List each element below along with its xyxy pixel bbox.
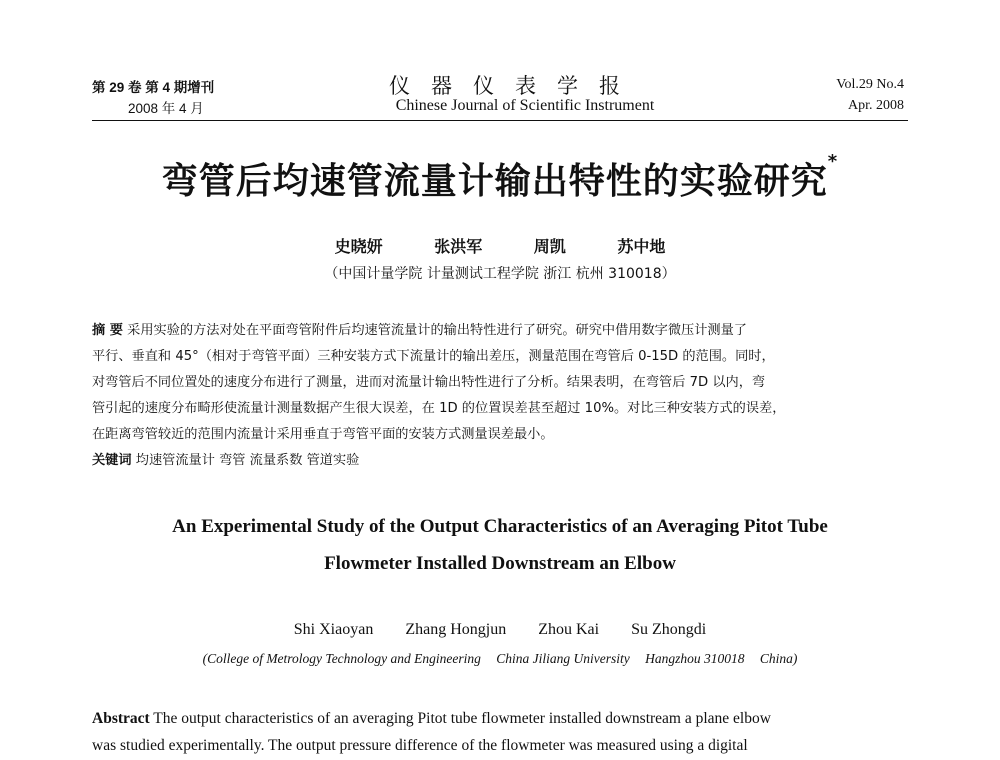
volume-issue-en: Vol.29 No.4 [836, 77, 904, 92]
authors-cn [0, 234, 1000, 257]
abstract-en-line: was studied experimentally. The output pressure difference of the flowmeter was measured using a digital [92, 737, 748, 754]
abstract-en [92, 705, 904, 759]
abstract-en-label: Abstract [92, 710, 150, 727]
abstract-cn-line: 在距离弯管较近的范围内流量计采用垂直于弯管平面的安装方式测量误差最小。 [92, 427, 554, 442]
date-en: Apr. 2008 [848, 98, 904, 113]
affiliation-cn: （中国计量学院 计量测试工程学院 浙江 杭州 310018） [324, 266, 676, 282]
abstract-en-text: The output characteristics of an averaging Pitot tube flowmeter installed downstream a plane elbow [149, 710, 771, 727]
affiliation-en-part: China Jiliang University [496, 651, 630, 666]
affiliation-en-part: Hangzhou 310018 [645, 651, 745, 666]
abstract-cn-line: 对弯管后不同位置处的速度分布进行了测量，进而对流量计输出特性进行了分析。结果表明，在弯管后 7D 以内，弯 [92, 375, 766, 390]
journal-name-en: Chinese Journal of Scientific Instrument [395, 97, 655, 114]
author-en: Zhou Kai [538, 621, 600, 638]
title-footnote-mark: * [827, 151, 839, 172]
volume-issue-cn: 第 29 卷 第 4 期增刊 [92, 80, 215, 95]
authors-en [0, 621, 1000, 639]
keywords-cn [92, 448, 904, 474]
affiliation-en-part: (College of Metrology Technology and Engineering [202, 651, 481, 666]
author-en: Su Zhongdi [631, 621, 707, 638]
author-en: Shi Xiaoyan [293, 621, 374, 638]
keywords-cn-text: 均速管流量计 弯管 流量系数 管道实验 [131, 453, 360, 468]
author-cn: 史晓妍 [334, 237, 383, 256]
abstract-cn-line: 管引起的速度分布畸形使流量计测量数据产生很大误差，在 1D 的位置误差甚至超过 10%。对比三种安装方式的误差， [92, 401, 786, 416]
date-cn: 2008 年 4 月 [128, 101, 204, 116]
abstract-cn-text: 采用实验的方法对处在平面弯管附件后均速管流量计的输出特性进行了研究。研究中借用数字微压计测量了 [122, 323, 747, 338]
abstract-cn [92, 318, 904, 474]
author-en: Zhang Hongjun [405, 621, 507, 638]
journal-name-cn: 仪器仪表学报 [389, 74, 641, 98]
affiliation-en [0, 651, 1000, 667]
paper-title-en-line1: An Experimental Study of the Output Characteristics of an Averaging Pitot Tube [172, 516, 828, 537]
header-rule [92, 120, 908, 121]
abstract-cn-label: 摘 要 [92, 323, 123, 338]
paper-title-en-line2: Flowmeter Installed Downstream an Elbow [324, 553, 676, 574]
author-cn: 张洪军 [434, 237, 483, 256]
abstract-cn-line: 平行、垂直和 45°（相对于弯管平面）三种安装方式下流量计的输出差压，测量范围在弯管后 0-15D 的范围。同时， [92, 349, 775, 364]
paper-title-cn [0, 153, 1000, 204]
affiliation-en-part: China) [759, 651, 798, 666]
keywords-cn-label: 关键词 [92, 453, 132, 468]
author-cn: 苏中地 [617, 237, 666, 256]
author-cn: 周凯 [533, 237, 566, 256]
abstract-cn-line [92, 318, 904, 344]
abstract-en-line [92, 705, 904, 732]
paper-title-cn-text: 弯管后均速管流量计输出特性的实验研究 [161, 161, 828, 202]
